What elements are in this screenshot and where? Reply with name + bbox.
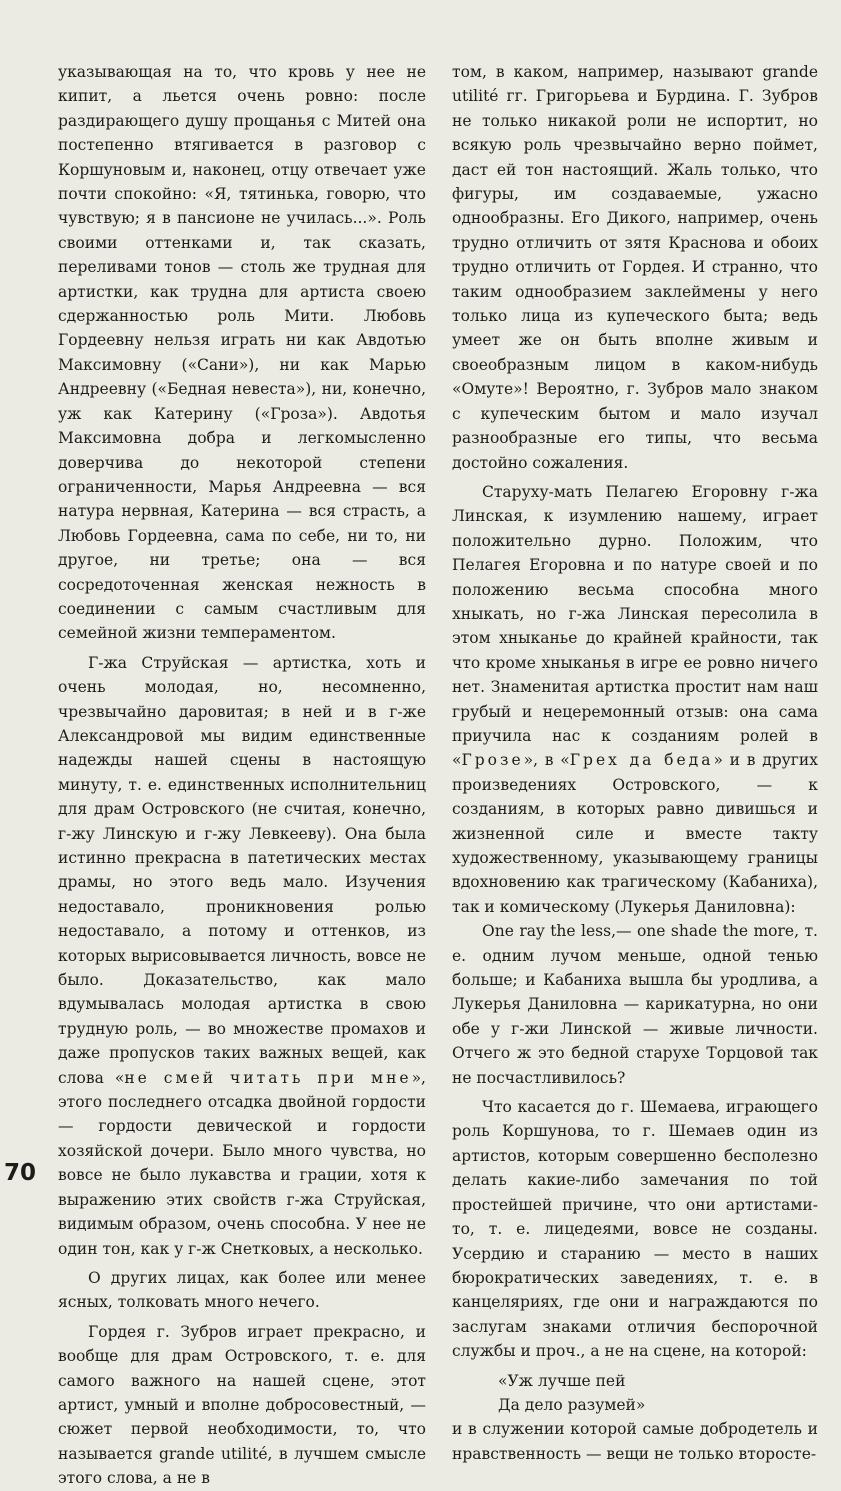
verse-line: Да дело разумей» — [498, 1395, 646, 1414]
paragraph: указывающая на то, что кровь у нее не кипит, а льется очень ровно: после раздирающего душу прощанья с Митей она постепенно втягивается в разговор с Коршуновым и, наконец, отцу отвечает уже почти спокойно: «Я, тятинька, говорю, что чувствую; я в пансионе не училась...». Роль своими оттенками и, так сказать, переливами тонов — столь же трудная для артистки, как трудна для артиста своею сдержанностью роль Мити. Любовь Гордеевну нельзя играть ни как Авдотью Максимовну («Сани»), ни как Марью Андреевну («Бедная невеста»), ни, конечно, уж как Катерину («Гроза»). Авдотья Максимовна добра и легкомысленно доверчива до некоторой степени ограниченности, Марья Андреевна — вся натура нервная, Катерина — вся страсть, а Любовь Гордеевна, сама по себе, ни то, ни другое, ни третье; она — вся сосредоточенная женская нежность в соединении с самым счастливым для семейной жизни темпераментом. — [58, 63, 426, 643]
verse-line: «Уж лучше пей — [498, 1371, 626, 1390]
spaced-title-greh: Грех да беда — [569, 751, 714, 770]
spaced-quote: не смей читать при мне — [124, 1068, 412, 1087]
paragraph: One ray the less,— one shade the more, т. е. одним лучом меньше, одной тенью больше; и Кабаниха вышла бы уродлива, а Лукерья Даниловна — карикатурна, но они обе у г-жи Линской — живые личности. Отчего ж это бедной старухе Торцовой так не посчастливилось? — [452, 922, 818, 1087]
paragraph: и в служении которой самые добродетель и нравственность — вещи не только второсте- — [452, 1420, 818, 1463]
paragraph: Г-жа Струйская — артистка, хоть и очень молодая, но, несомненно, чрезвычайно даровитая; в ней и в г-же Александровой мы видим единственные надежды нашей сцены в настоящую минуту, т. е. единственных исполнительниц для драм Островского (не считая, конечно, г-жу Линскую и г-жу Левкееву). Она была истинно прекрасна в патетических местах драмы, но этого ведь мало. Изучения недоставало, проникновения ролью недоставало, а потому и оттенков, из которых вырисовывается личность, вовсе не было. Доказательство, как мало вдумывалась молодая артистка в свою трудную роль, — во множестве промахов и даже пропусков таких важных вещей, как слова «не смей читать при мне», этого последнего отсадка двойной гордости — гордости девической и гордости хозяйской дочери. Было много чувства, но вовсе не было лукавства и грации, хотя к выражению этих свойств г-жа Струйская, видимым образом, очень способна. У нее не один тон, как у г-ж Снетковых, а несколько. — [58, 653, 426, 1258]
paragraph: Гордея г. Зубров играет прекрасно, и вообще для драм Островского, т. е. для самого важного на нашей сцене, этот артист, умный и вполне добросовестный, — сюжет первой необходимости, то, что называется grande utilité, в лучшем смысле этого слова, а не в — [58, 1322, 426, 1488]
paragraph: Что касается до г. Шемаева, играющего роль Коршунова, то г. Шемаев один из артистов, которым совершенно бесполезно делать какие-либо замечания по той простейшей причине, что они артистами-то, т. е. лицедеями, вовсе не созданы. Усердию и старанию — место в наших бюрократических заведениях, т. е. в канцеляриях, где они и награждаются по заслугам знаками отличия беспорочной службы и проч., а не на сцене, на которой: — [452, 1098, 818, 1361]
left-column — [58, 60, 426, 1491]
page-number: 70 — [4, 1160, 37, 1186]
paragraph: том, в каком, например, называют grande utilité гг. Григорьева и Бурдина. Г. Зубров не только никакой роли не испортит, но всякую роль чрезвычайно верно поймет, даст ей тон настоящий. Жаль только, что фигуры, им создаваемые, ужасно однообразны. Его Дикого, например, очень трудно отличить от зятя Краснова и обоих трудно отличить от Гордея. И странно, что таким однообразием заклеймены у него только лица из купеческого быта; ведь умеет же он быть вполне живым и своеобразным лицом в каком-нибудь «Омуте»! Вероятно, г. Зубров мало знаком с купеческим бытом и мало изучал разнообразные его типы, что весьма достойно сожаления. — [452, 63, 818, 472]
paragraph: О других лицах, как более или менее ясных, толковать много нечего. — [58, 1268, 426, 1312]
paragraph: Старуху-мать Пелагею Егоровну г-жа Линская, к изумлению нашему, играет положительно дурно. Положим, что Пелагея Егоровна и по натуре своей и по положению весьма способна много хныкать, но г-жа Линская пересолила в этом хныканье до крайней крайности, так что кроме хныканья в игре ее ровно ничего нет. Знаменитая артистка простит нам наш грубый и нецеремонный отзыв: она сама приучила нас к созданиям ролей в «Грозе», в «Грех да беда» и в других произведениях Островского, — к созданиям, в которых равно дивишься и жизненной силе и вместе такту художественному, указывающему границы вдохновению как трагическому (Кабаниха), так и комическому (Лукерья Даниловна): — [452, 482, 818, 916]
right-column — [452, 60, 818, 1466]
spaced-title-groza: Грозе — [461, 751, 524, 770]
